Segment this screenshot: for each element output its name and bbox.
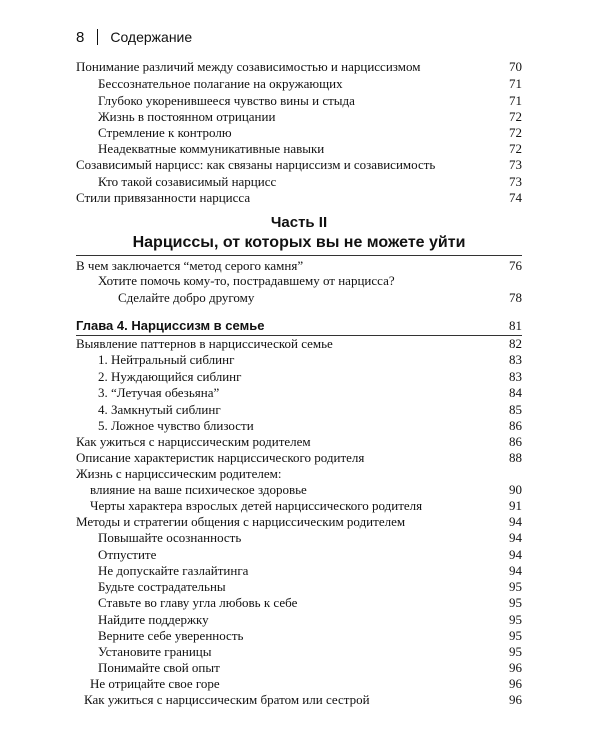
toc-entry-page: 82 — [509, 336, 522, 351]
toc-entry — [76, 498, 522, 514]
toc-entry-title: влияние на ваше психическое здоровье — [90, 482, 307, 497]
toc-entry — [76, 402, 522, 418]
part-divider — [76, 255, 522, 256]
toc-entry — [76, 450, 522, 466]
toc-entry-title: Методы и стратегии общения с нарциссическим родителем — [76, 514, 406, 529]
toc-entry-page: 95 — [509, 579, 522, 594]
toc-entry — [76, 530, 522, 546]
toc-entry-page: 88 — [509, 450, 522, 465]
toc-entry-title: Понимайте свой опыт — [98, 660, 220, 675]
toc-entry-page: 83 — [509, 352, 522, 367]
part-label: Часть II — [270, 214, 328, 231]
toc-entry — [76, 547, 522, 563]
toc-entry — [76, 418, 522, 434]
toc-entry — [76, 59, 522, 75]
toc-entry — [76, 644, 522, 660]
toc-entry — [76, 579, 522, 595]
toc-entry-title: Созависимый нарцисс: как связаны нарциссизм и созависимость — [76, 157, 436, 172]
toc-entry-title: Установите границы — [98, 644, 212, 659]
toc-entry-page: 90 — [509, 482, 522, 497]
toc-entry-page: 96 — [509, 676, 522, 691]
toc-entry-page: 70 — [509, 59, 522, 74]
toc-entry-title: Глубоко укоренившееся чувство вины и стыда — [98, 93, 355, 108]
toc-entry-page: 91 — [509, 498, 522, 513]
toc-entry-title: 1. Нейтральный сиблинг — [98, 352, 235, 367]
toc-entry-title: Жизнь с нарциссическим родителем: — [76, 466, 282, 481]
toc-entry-title: 3. “Летучая обезьяна” — [98, 385, 220, 400]
toc-entry-page: 94 — [509, 530, 522, 545]
toc-entry — [76, 336, 522, 352]
toc-entry-page: 94 — [509, 563, 522, 578]
toc-entry-page: 71 — [509, 76, 522, 91]
toc-entry-title: Не отрицайте свое горе — [90, 676, 220, 691]
toc-entry — [76, 258, 522, 274]
toc-entry-page: 94 — [509, 514, 522, 529]
section-title: Содержание — [110, 29, 193, 45]
toc-entry-page: 74 — [509, 190, 522, 205]
toc-entry-page: 83 — [509, 369, 522, 384]
toc-entry — [76, 109, 522, 125]
toc-entry — [76, 482, 522, 498]
toc-entry-page: 95 — [509, 644, 522, 659]
toc-entry-page: 78 — [509, 290, 522, 305]
toc-entry — [76, 385, 522, 401]
toc-entry-page: 72 — [509, 109, 522, 124]
toc-entry-page: 71 — [509, 93, 522, 108]
toc-entry — [76, 141, 522, 157]
toc-entry-title: 5. Ложное чувство близости — [98, 418, 254, 433]
toc-entry-page: 94 — [509, 547, 522, 562]
toc-entry — [76, 466, 522, 482]
toc-entry-title: Ставьте во главу угла любовь к себе — [98, 595, 298, 610]
toc-entry — [76, 595, 522, 611]
toc-entry-title: Описание характеристик нарциссического родителя — [76, 450, 365, 465]
toc-entry-title: Не допускайте газлайтинга — [98, 563, 249, 578]
part-title: Нарциссы, от которых вы не можете уйти — [132, 234, 466, 251]
page-number: 8 — [76, 28, 85, 46]
toc-entry — [76, 157, 522, 173]
toc-entry-title: Жизнь в постоянном отрицании — [98, 109, 276, 124]
toc-entry — [76, 514, 522, 530]
toc-entry-title: 4. Замкнутый сиблинг — [98, 402, 221, 417]
toc-entry-title: Повышайте осознанность — [98, 530, 242, 545]
toc-entry-page: 86 — [509, 418, 522, 433]
toc-entry-page: 76 — [509, 258, 522, 273]
toc-entry — [76, 93, 522, 109]
toc-entry — [76, 692, 522, 708]
toc-entry-page: 84 — [509, 385, 522, 400]
toc-entry-title: Стремление к контролю — [98, 125, 232, 140]
toc-entry-title: Как ужиться с нарциссическим родителем — [76, 434, 311, 449]
toc-entry — [76, 660, 522, 676]
toc-entry-title: Выявление паттернов в нарциссической семье — [76, 336, 333, 351]
toc-entry-title: Найдите поддержку — [98, 612, 209, 627]
chapter-heading — [76, 318, 522, 334]
chapter-page: 81 — [509, 318, 522, 333]
toc-entry-page: 95 — [509, 595, 522, 610]
toc-entry — [76, 190, 522, 206]
toc-entry — [76, 612, 522, 628]
toc-entry-page: 96 — [509, 660, 522, 675]
toc-entry — [76, 76, 522, 92]
toc-entry-title: Сделайте добро другому — [118, 290, 255, 305]
toc-entry — [76, 273, 522, 289]
toc-entry-page: 73 — [509, 157, 522, 172]
toc-entry-page: 73 — [509, 174, 522, 189]
running-head — [76, 27, 192, 47]
toc-entry-title: Неадекватные коммуникативные навыки — [98, 141, 325, 156]
toc-entry-title: В чем заключается “метод серого камня” — [76, 258, 304, 273]
toc-entry-page: 86 — [509, 434, 522, 449]
toc-entry — [76, 174, 522, 190]
toc-entry-title: Бессознательное полагание на окружающих — [98, 76, 343, 91]
toc-entry-title: 2. Нуждающийся сиблинг — [98, 369, 242, 384]
toc-entry-title: Отпустите — [98, 547, 157, 562]
toc-entry-page: 96 — [509, 692, 522, 707]
toc-entry-title: Верните себе уверенность — [98, 628, 244, 643]
toc-entry-title: Черты характера взрослых детей нарциссического родителя — [90, 498, 423, 513]
toc-entry-page: 72 — [509, 125, 522, 140]
toc-entry-page: 95 — [509, 612, 522, 627]
toc-entry — [76, 434, 522, 450]
toc-entry-page: 85 — [509, 402, 522, 417]
toc-entry — [76, 563, 522, 579]
toc-entry-title: Будьте сострадательны — [98, 579, 226, 594]
running-head-divider — [97, 29, 98, 45]
toc-entry — [76, 290, 522, 306]
chapter-title: Глава 4. Нарциссизм в семье — [76, 318, 265, 333]
toc-entry — [76, 676, 522, 692]
toc-entry — [76, 125, 522, 141]
toc-entry — [76, 369, 522, 385]
toc-entry — [76, 352, 522, 368]
toc-entry-title: Хотите помочь кому-то, пострадавшему от нарцисса? — [98, 273, 395, 288]
toc-entry-page: 95 — [509, 628, 522, 643]
toc-entry-page: 72 — [509, 141, 522, 156]
toc-entry — [76, 628, 522, 644]
toc-entry-title: Кто такой созависимый нарцисс — [98, 174, 277, 189]
toc-entry-title: Понимание различий между созависимостью и нарциссизмом — [76, 59, 421, 74]
toc-entry-title: Стили привязанности нарцисса — [76, 190, 251, 205]
toc-entry-title: Как ужиться с нарциссическим братом или сестрой — [84, 692, 370, 707]
